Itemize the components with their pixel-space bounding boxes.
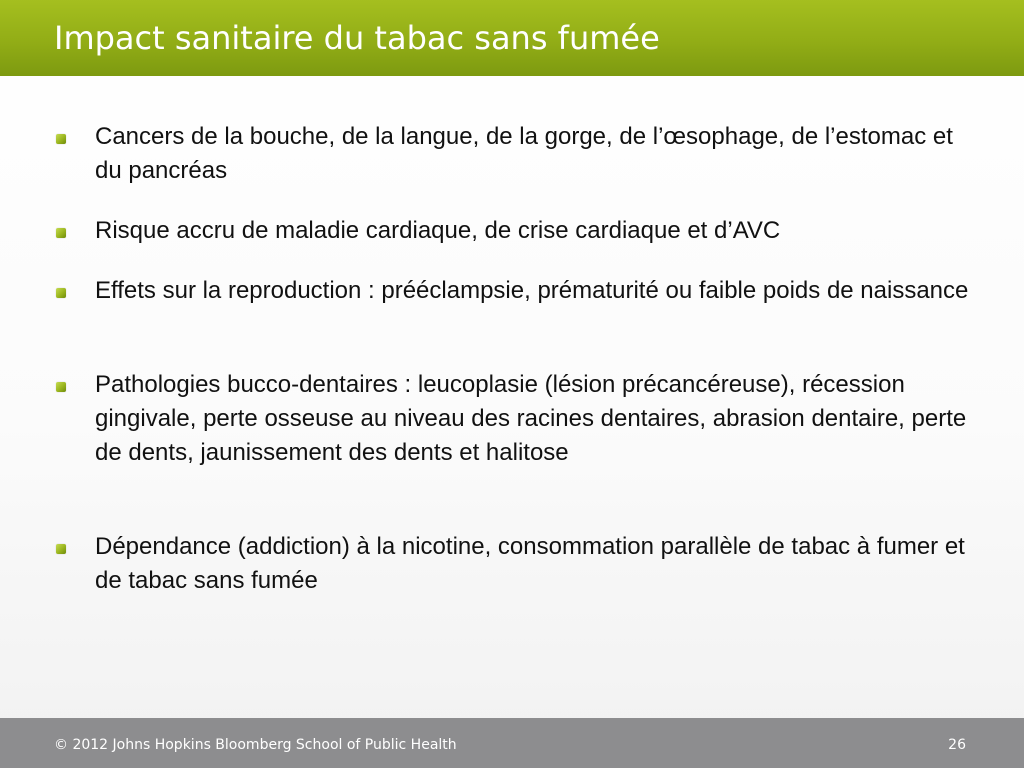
page-number: 26 [948, 737, 966, 753]
bullet-marker-icon [56, 134, 66, 144]
slide-title: Impact sanitaire du tabac sans fumée [54, 19, 660, 57]
bullet-text: Risque accru de maladie cardiaque, de crise cardiaque et d’AVC [95, 217, 781, 244]
bullet-marker-icon [56, 228, 66, 238]
bullet-text: Effets sur la reproduction : prééclampsie, prématurité ou faible poids de naissance [95, 277, 969, 304]
bullet-marker-icon [56, 288, 66, 298]
bullet-text: Dépendance (addiction) à la nicotine, consommation parallèle de tabac à fumer et de tabac sans fumée [95, 533, 965, 594]
bullet-marker-icon [56, 544, 66, 554]
footer-bar [0, 718, 1024, 768]
bullet-text: Pathologies bucco-dentaires : leucoplasie (lésion précancéreuse), récession gingivale, perte osseuse au niveau des racines dentaires, abrasion dentaire, perte de dents, jaunissement des dents et halitose [95, 371, 967, 466]
copyright-text: © 2012 Johns Hopkins Bloomberg School of Public Health [54, 737, 457, 753]
title-bar [0, 0, 1024, 76]
bullet-marker-icon [56, 382, 66, 392]
bullet-text: Cancers de la bouche, de la langue, de la gorge, de l’œsophage, de l’estomac et du pancréas [95, 123, 953, 184]
